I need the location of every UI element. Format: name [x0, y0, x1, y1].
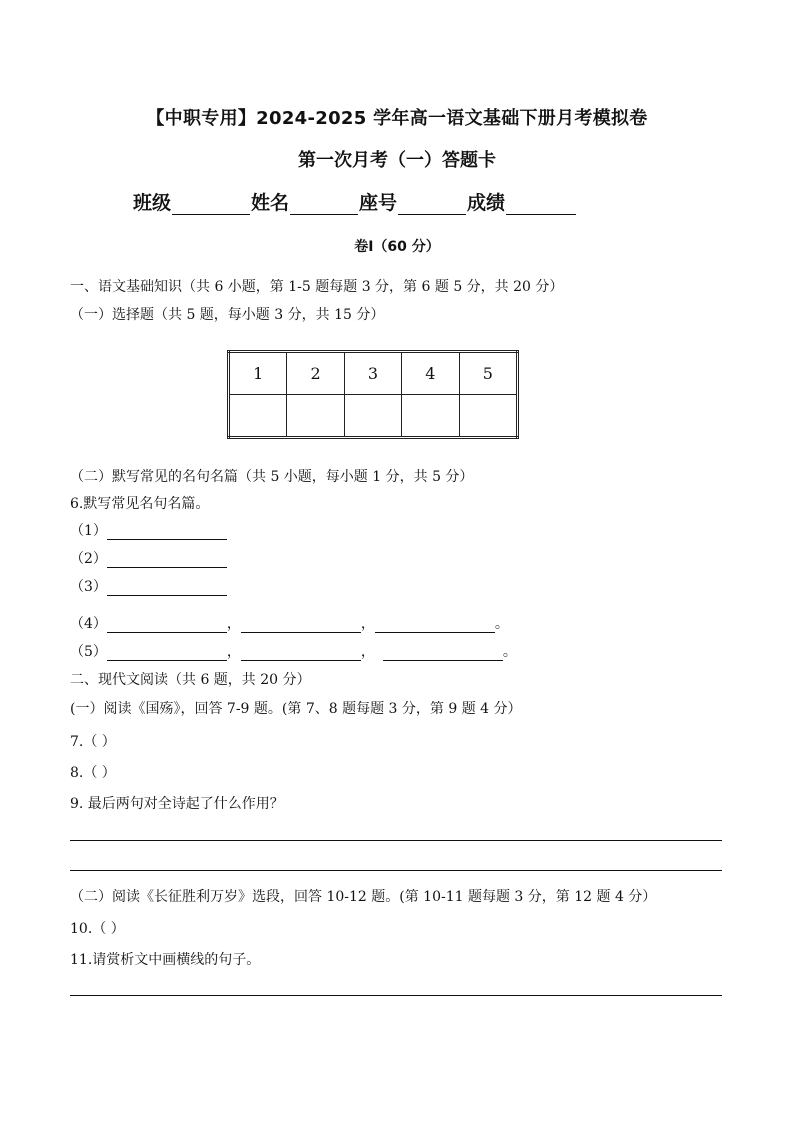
- answer-line[interactable]: [70, 995, 722, 996]
- period: 。: [494, 616, 509, 632]
- section1-heading: 一、语文基础知识（共 6 小题，第 1-5 题每题 3 分，第 6 题 5 分，共 20 分）: [70, 279, 564, 295]
- table-answer-row: [229, 395, 518, 438]
- choice-answer-table: [227, 350, 519, 439]
- fill-blank[interactable]: [383, 644, 503, 661]
- q8-answer[interactable]: 8.（ ）: [70, 765, 116, 781]
- fill-row-4: [70, 613, 509, 633]
- page-title: 【中职专用】2024-2025 学年高一语文基础下册月考模拟卷: [146, 108, 648, 129]
- fill-label: （2）: [70, 551, 107, 567]
- table-header-cell: 1: [229, 352, 287, 395]
- table-header-cell: 4: [402, 352, 459, 395]
- fill-label: （1）: [70, 523, 107, 539]
- answer-line[interactable]: [70, 840, 722, 841]
- comma: ，: [226, 616, 241, 632]
- comma: ，: [226, 644, 241, 660]
- fill-blank[interactable]: [107, 551, 227, 568]
- section1-part1-heading: （一）选择题（共 5 题，每小题 3 分，共 15 分）: [70, 307, 385, 323]
- fill-row-5: [70, 641, 517, 661]
- q10-answer[interactable]: 10.（ ）: [70, 921, 125, 937]
- score-field[interactable]: [506, 194, 576, 215]
- section2-heading: 二、现代文阅读（共 6 题，共 20 分）: [70, 672, 311, 688]
- table-header-row: [229, 352, 518, 395]
- answer-cell-1[interactable]: [229, 395, 287, 438]
- period: 。: [502, 644, 517, 660]
- fill-blank[interactable]: [107, 644, 227, 661]
- volume-heading: 卷Ⅰ（60 分）: [354, 239, 440, 255]
- name-field[interactable]: [290, 194, 358, 215]
- fill-blank[interactable]: [241, 644, 361, 661]
- q9-question: 9. 最后两句对全诗起了什么作用？: [70, 796, 284, 812]
- answer-cell-4[interactable]: [402, 395, 459, 438]
- answer-line[interactable]: [70, 870, 722, 871]
- fill-blank[interactable]: [107, 616, 227, 633]
- seat-field[interactable]: [398, 194, 466, 215]
- section1-part2-heading: （二）默写常见的名句名篇（共 5 小题，每小题 1 分，共 5 分）: [70, 469, 474, 485]
- table-header-cell: 2: [287, 352, 344, 395]
- q7-answer[interactable]: 7.（ ）: [70, 734, 116, 750]
- score-label: 成绩: [467, 192, 506, 214]
- fill-row-1: [70, 520, 227, 540]
- section2-part2-heading: （二）阅读《长征胜利万岁》选段，回答 10-12 题。(第 10-11 题每题 3 分，第 12 题 4 分）: [70, 889, 657, 905]
- student-info-row: [133, 188, 577, 215]
- q6-label: 6.默写常见名句名篇。: [70, 496, 210, 512]
- answer-cell-5[interactable]: [459, 395, 517, 438]
- fill-row-3: [70, 576, 227, 596]
- seat-label: 座号: [359, 192, 398, 214]
- fill-label: （3）: [70, 579, 107, 595]
- fill-blank[interactable]: [107, 523, 227, 540]
- answer-cell-2[interactable]: [287, 395, 344, 438]
- comma: ，: [360, 644, 375, 660]
- page-subtitle: 第一次月考（一）答题卡: [298, 150, 496, 171]
- fill-blank[interactable]: [241, 616, 361, 633]
- fill-blank[interactable]: [375, 616, 495, 633]
- comma: ，: [360, 616, 375, 632]
- class-label: 班级: [133, 192, 172, 214]
- answer-cell-3[interactable]: [344, 395, 401, 438]
- fill-label: （5）: [70, 644, 107, 660]
- class-field[interactable]: [172, 194, 250, 215]
- q11-question: 11.请赏析文中画横线的句子。: [70, 952, 261, 968]
- fill-row-2: [70, 548, 227, 568]
- fill-blank[interactable]: [107, 579, 227, 596]
- section2-part1-heading: (一）阅读《国殇》，回答 7-9 题。(第 7、8 题每题 3 分，第 9 题 4 分）: [70, 701, 522, 717]
- fill-label: （4）: [70, 616, 107, 632]
- table-header-cell: 3: [344, 352, 401, 395]
- table-header-cell: 5: [459, 352, 517, 395]
- name-label: 姓名: [251, 192, 290, 214]
